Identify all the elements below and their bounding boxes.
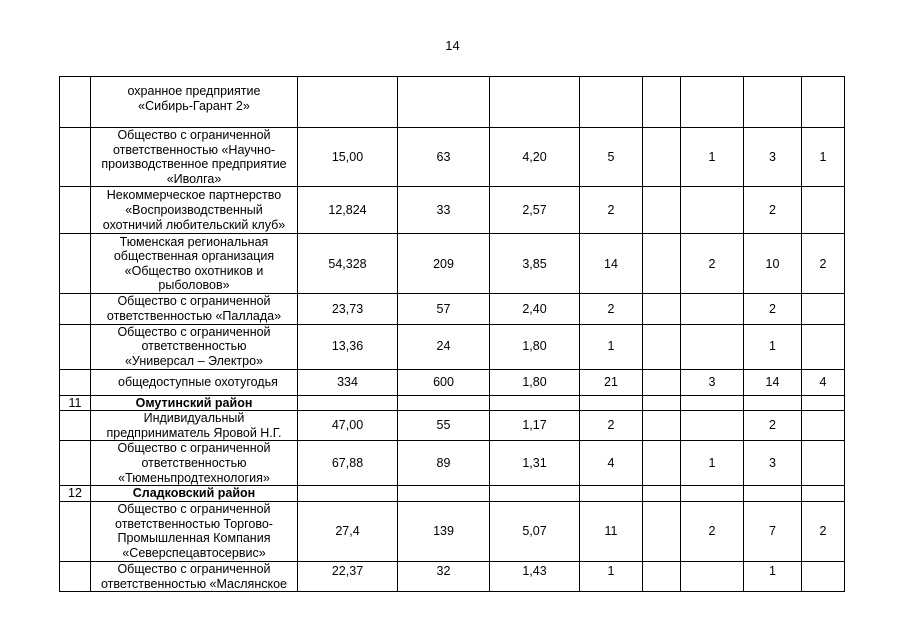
organization-name-line: Общество с ограниченной bbox=[117, 441, 271, 456]
table-row bbox=[60, 561, 845, 591]
count-value: 139 bbox=[398, 501, 490, 561]
table-body bbox=[60, 77, 845, 592]
category-3-value: 2 bbox=[744, 294, 802, 324]
row-number bbox=[60, 128, 91, 187]
organization-name-line: Общество с ограниченной bbox=[117, 324, 271, 339]
area-value: 47,00 bbox=[298, 411, 398, 441]
organization-name-line: ответственностью «Маслянское bbox=[101, 576, 287, 591]
category-1-value bbox=[643, 77, 681, 128]
organization-name-line: общедоступные охотугодья bbox=[118, 374, 278, 389]
district-name: Сладковский район bbox=[91, 486, 298, 502]
count-value: 57 bbox=[398, 294, 490, 324]
category-3-value: 2 bbox=[744, 187, 802, 234]
area-value: 22,37 bbox=[298, 561, 398, 591]
table-row bbox=[60, 501, 845, 561]
row-number bbox=[60, 411, 91, 441]
category-2-value: 1 bbox=[681, 128, 744, 187]
table-row bbox=[60, 187, 845, 234]
empty-cell bbox=[744, 486, 802, 502]
category-4-value bbox=[802, 294, 845, 324]
density-value: 1,80 bbox=[490, 369, 580, 395]
empty-cell bbox=[398, 395, 490, 411]
count-value: 55 bbox=[398, 411, 490, 441]
row-number bbox=[60, 369, 91, 395]
organization-name-line: Тюменская региональная bbox=[119, 234, 269, 249]
organization-name-line: «Тюменьпродтехнология» bbox=[118, 470, 270, 485]
count-value: 32 bbox=[398, 561, 490, 591]
organization-name-line: общественная организация bbox=[113, 249, 275, 264]
category-3-value: 3 bbox=[744, 441, 802, 486]
density-value: 2,57 bbox=[490, 187, 580, 234]
category-4-value bbox=[802, 441, 845, 486]
density-value: 1,43 bbox=[490, 561, 580, 591]
category-1-value bbox=[643, 441, 681, 486]
category-4-value: 1 bbox=[802, 128, 845, 187]
organization-name-line: ответственностью «Паллада» bbox=[106, 308, 282, 323]
area-value bbox=[298, 77, 398, 128]
row-number bbox=[60, 234, 91, 294]
density-value: 1,31 bbox=[490, 441, 580, 486]
organization-name bbox=[91, 501, 298, 561]
area-value: 27,4 bbox=[298, 501, 398, 561]
category-2-value bbox=[681, 77, 744, 128]
organization-name bbox=[91, 561, 298, 591]
category-3-value: 1 bbox=[744, 561, 802, 591]
count-value: 24 bbox=[398, 324, 490, 369]
category-4-value bbox=[802, 411, 845, 441]
organization-name-line: «Иволга» bbox=[166, 171, 222, 186]
category-1-value bbox=[643, 324, 681, 369]
total-value: 2 bbox=[580, 187, 643, 234]
organization-name bbox=[91, 441, 298, 486]
category-3-value: 10 bbox=[744, 234, 802, 294]
total-value: 1 bbox=[580, 561, 643, 591]
organization-name-line: ответственностью bbox=[141, 339, 247, 354]
total-value: 21 bbox=[580, 369, 643, 395]
category-2-value: 2 bbox=[681, 234, 744, 294]
organization-name-line: ответственностью bbox=[141, 456, 247, 471]
category-3-value: 3 bbox=[744, 128, 802, 187]
page-number: 14 bbox=[445, 38, 460, 53]
organization-name-line: Общество с ограниченной bbox=[117, 128, 271, 142]
area-value: 334 bbox=[298, 369, 398, 395]
row-number bbox=[60, 441, 91, 486]
organization-name-line: охотничий любительский клуб» bbox=[102, 217, 286, 232]
empty-cell bbox=[490, 395, 580, 411]
organization-name-line: Общество с ограниченной bbox=[117, 502, 271, 517]
total-value: 4 bbox=[580, 441, 643, 486]
density-value bbox=[490, 77, 580, 128]
empty-cell bbox=[744, 395, 802, 411]
row-number: 12 bbox=[60, 486, 91, 502]
organization-name-line: охранное предприятие bbox=[127, 84, 261, 98]
category-2-value bbox=[681, 561, 744, 591]
total-value: 14 bbox=[580, 234, 643, 294]
category-2-value bbox=[681, 294, 744, 324]
organization-name bbox=[91, 411, 298, 441]
category-2-value bbox=[681, 324, 744, 369]
category-3-value bbox=[744, 77, 802, 128]
category-4-value bbox=[802, 324, 845, 369]
count-value: 600 bbox=[398, 369, 490, 395]
empty-cell bbox=[580, 486, 643, 502]
total-value: 11 bbox=[580, 501, 643, 561]
category-3-value: 14 bbox=[744, 369, 802, 395]
density-value: 4,20 bbox=[490, 128, 580, 187]
empty-cell bbox=[802, 395, 845, 411]
category-2-value: 3 bbox=[681, 369, 744, 395]
row-number bbox=[60, 77, 91, 128]
row-number bbox=[60, 561, 91, 591]
category-4-value bbox=[802, 187, 845, 234]
count-value: 89 bbox=[398, 441, 490, 486]
organization-name-line: Промышленная Компания bbox=[117, 531, 271, 546]
empty-cell bbox=[643, 395, 681, 411]
count-value bbox=[398, 77, 490, 128]
density-value: 2,40 bbox=[490, 294, 580, 324]
category-3-value: 2 bbox=[744, 411, 802, 441]
category-4-value: 2 bbox=[802, 234, 845, 294]
density-value: 1,80 bbox=[490, 324, 580, 369]
organization-name-line: «Универсал – Электро» bbox=[124, 353, 264, 368]
category-1-value bbox=[643, 411, 681, 441]
area-value: 67,88 bbox=[298, 441, 398, 486]
category-3-value: 1 bbox=[744, 324, 802, 369]
organization-name bbox=[91, 187, 298, 234]
density-value: 1,17 bbox=[490, 411, 580, 441]
organization-name bbox=[91, 128, 298, 187]
category-2-value: 2 bbox=[681, 501, 744, 561]
count-value: 63 bbox=[398, 128, 490, 187]
total-value: 2 bbox=[580, 294, 643, 324]
category-1-value bbox=[643, 187, 681, 234]
organization-name-line: предприниматель Яровой Н.Г. bbox=[106, 425, 282, 440]
empty-cell bbox=[298, 486, 398, 502]
district-row bbox=[60, 395, 845, 411]
area-value: 15,00 bbox=[298, 128, 398, 187]
table-row bbox=[60, 128, 845, 187]
total-value bbox=[580, 77, 643, 128]
category-3-value: 7 bbox=[744, 501, 802, 561]
table-row bbox=[60, 369, 845, 395]
table-row bbox=[60, 441, 845, 486]
organization-name bbox=[91, 77, 298, 128]
empty-cell bbox=[298, 395, 398, 411]
empty-cell bbox=[580, 395, 643, 411]
area-value: 54,328 bbox=[298, 234, 398, 294]
organization-name-line: «Воспроизводственный bbox=[125, 203, 263, 218]
organization-name-line: «Северспецавтосервис» bbox=[122, 546, 266, 561]
organization-name-line: ответственностью «Научно- bbox=[112, 142, 276, 157]
organization-name-line: Общество с ограниченной bbox=[117, 561, 271, 576]
organization-name bbox=[91, 234, 298, 294]
area-value: 12,824 bbox=[298, 187, 398, 234]
row-number bbox=[60, 187, 91, 234]
district-name: Омутинский район bbox=[91, 395, 298, 411]
category-4-value: 2 bbox=[802, 501, 845, 561]
row-number bbox=[60, 324, 91, 369]
table-row bbox=[60, 411, 845, 441]
category-1-value bbox=[643, 294, 681, 324]
table-row bbox=[60, 294, 845, 324]
empty-cell bbox=[398, 486, 490, 502]
area-value: 23,73 bbox=[298, 294, 398, 324]
total-value: 5 bbox=[580, 128, 643, 187]
organization-name bbox=[91, 369, 298, 395]
empty-cell bbox=[802, 486, 845, 502]
organization-name bbox=[91, 324, 298, 369]
empty-cell bbox=[681, 395, 744, 411]
organization-name-line: ответственностью Торгово- bbox=[115, 516, 273, 531]
category-1-value bbox=[643, 128, 681, 187]
organization-name-line: рыболовов» bbox=[158, 278, 230, 293]
organization-name-line: Общество с ограниченной bbox=[117, 294, 271, 309]
row-number: 11 bbox=[60, 395, 91, 411]
table-row bbox=[60, 77, 845, 128]
category-4-value bbox=[802, 561, 845, 591]
organization-name-line: Некоммерческое партнерство bbox=[106, 188, 282, 203]
category-1-value bbox=[643, 234, 681, 294]
category-2-value bbox=[681, 187, 744, 234]
category-1-value bbox=[643, 501, 681, 561]
empty-cell bbox=[490, 486, 580, 502]
organization-name bbox=[91, 294, 298, 324]
count-value: 33 bbox=[398, 187, 490, 234]
density-value: 3,85 bbox=[490, 234, 580, 294]
empty-cell bbox=[681, 486, 744, 502]
organization-name-line: «Общество охотников и bbox=[124, 263, 264, 278]
organization-name-line: производственное предприятие bbox=[101, 157, 287, 172]
hunting-grounds-table bbox=[59, 76, 845, 592]
organization-name-line: Индивидуальный bbox=[143, 411, 245, 426]
category-1-value bbox=[643, 561, 681, 591]
total-value: 2 bbox=[580, 411, 643, 441]
organization-name-line: «Сибирь-Гарант 2» bbox=[138, 98, 250, 113]
row-number bbox=[60, 294, 91, 324]
category-1-value bbox=[643, 369, 681, 395]
density-value: 5,07 bbox=[490, 501, 580, 561]
area-value: 13,36 bbox=[298, 324, 398, 369]
district-row bbox=[60, 486, 845, 502]
row-number bbox=[60, 501, 91, 561]
category-4-value bbox=[802, 77, 845, 128]
category-2-value bbox=[681, 411, 744, 441]
table-row bbox=[60, 234, 845, 294]
total-value: 1 bbox=[580, 324, 643, 369]
category-2-value: 1 bbox=[681, 441, 744, 486]
category-4-value: 4 bbox=[802, 369, 845, 395]
count-value: 209 bbox=[398, 234, 490, 294]
table-row bbox=[60, 324, 845, 369]
empty-cell bbox=[643, 486, 681, 502]
